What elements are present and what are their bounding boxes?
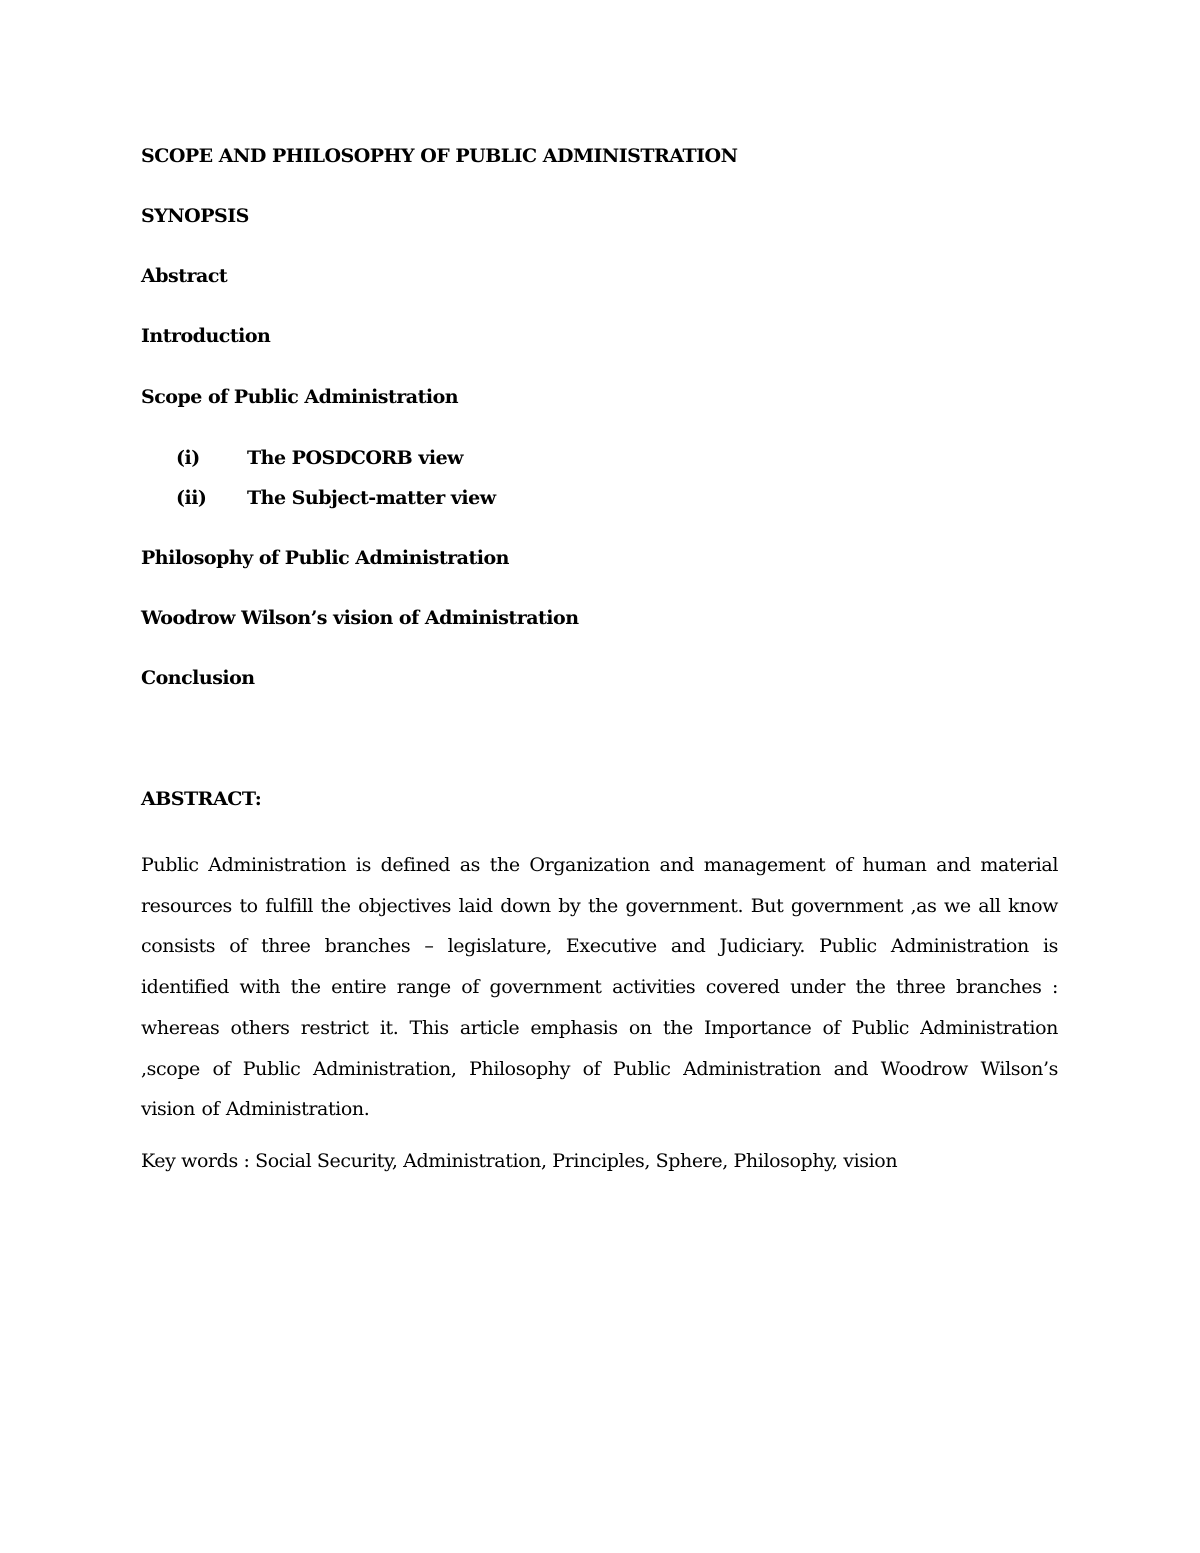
synopsis-item-abstract: Abstract	[141, 265, 228, 287]
synopsis-item-wilson: Woodrow Wilson’s vision of Administration	[141, 607, 579, 629]
document-title: SCOPE AND PHILOSOPHY OF PUBLIC ADMINISTRATION	[141, 145, 738, 167]
synopsis-heading: SYNOPSIS	[141, 205, 249, 227]
synopsis-subitem-subject-matter: The Subject-matter view	[247, 487, 496, 509]
synopsis-subitem-number: (i)	[176, 447, 200, 469]
synopsis-item-scope: Scope of Public Administration	[141, 386, 459, 408]
synopsis-item-philosophy: Philosophy of Public Administration	[141, 547, 509, 569]
synopsis-item-introduction: Introduction	[141, 325, 271, 347]
keywords-line: Key words : Social Security, Administration, Principles, Sphere, Philosophy, vision	[141, 1150, 898, 1172]
abstract-heading: ABSTRACT:	[141, 788, 262, 810]
abstract-paragraph: Public Administration is defined as the Organization and management of human and material resources to fulfill the objectives laid down by the government. But government ,as we all know consists of three branches – legislature, Executive and Judiciary. Public Administration is identified with the entire range of government activities covered under the three branches : whereas others restrict it. This article emphasis on the Importance of Public Administration ,scope of Public Administration, Philosophy of Public Administration and Woodrow Wilson’s vision of Administration.	[141, 854, 1058, 1121]
synopsis-subitem-number: (ii)	[176, 487, 207, 509]
synopsis-subitem-posdcorb: The POSDCORB view	[247, 447, 464, 469]
synopsis-item-conclusion: Conclusion	[141, 667, 255, 689]
